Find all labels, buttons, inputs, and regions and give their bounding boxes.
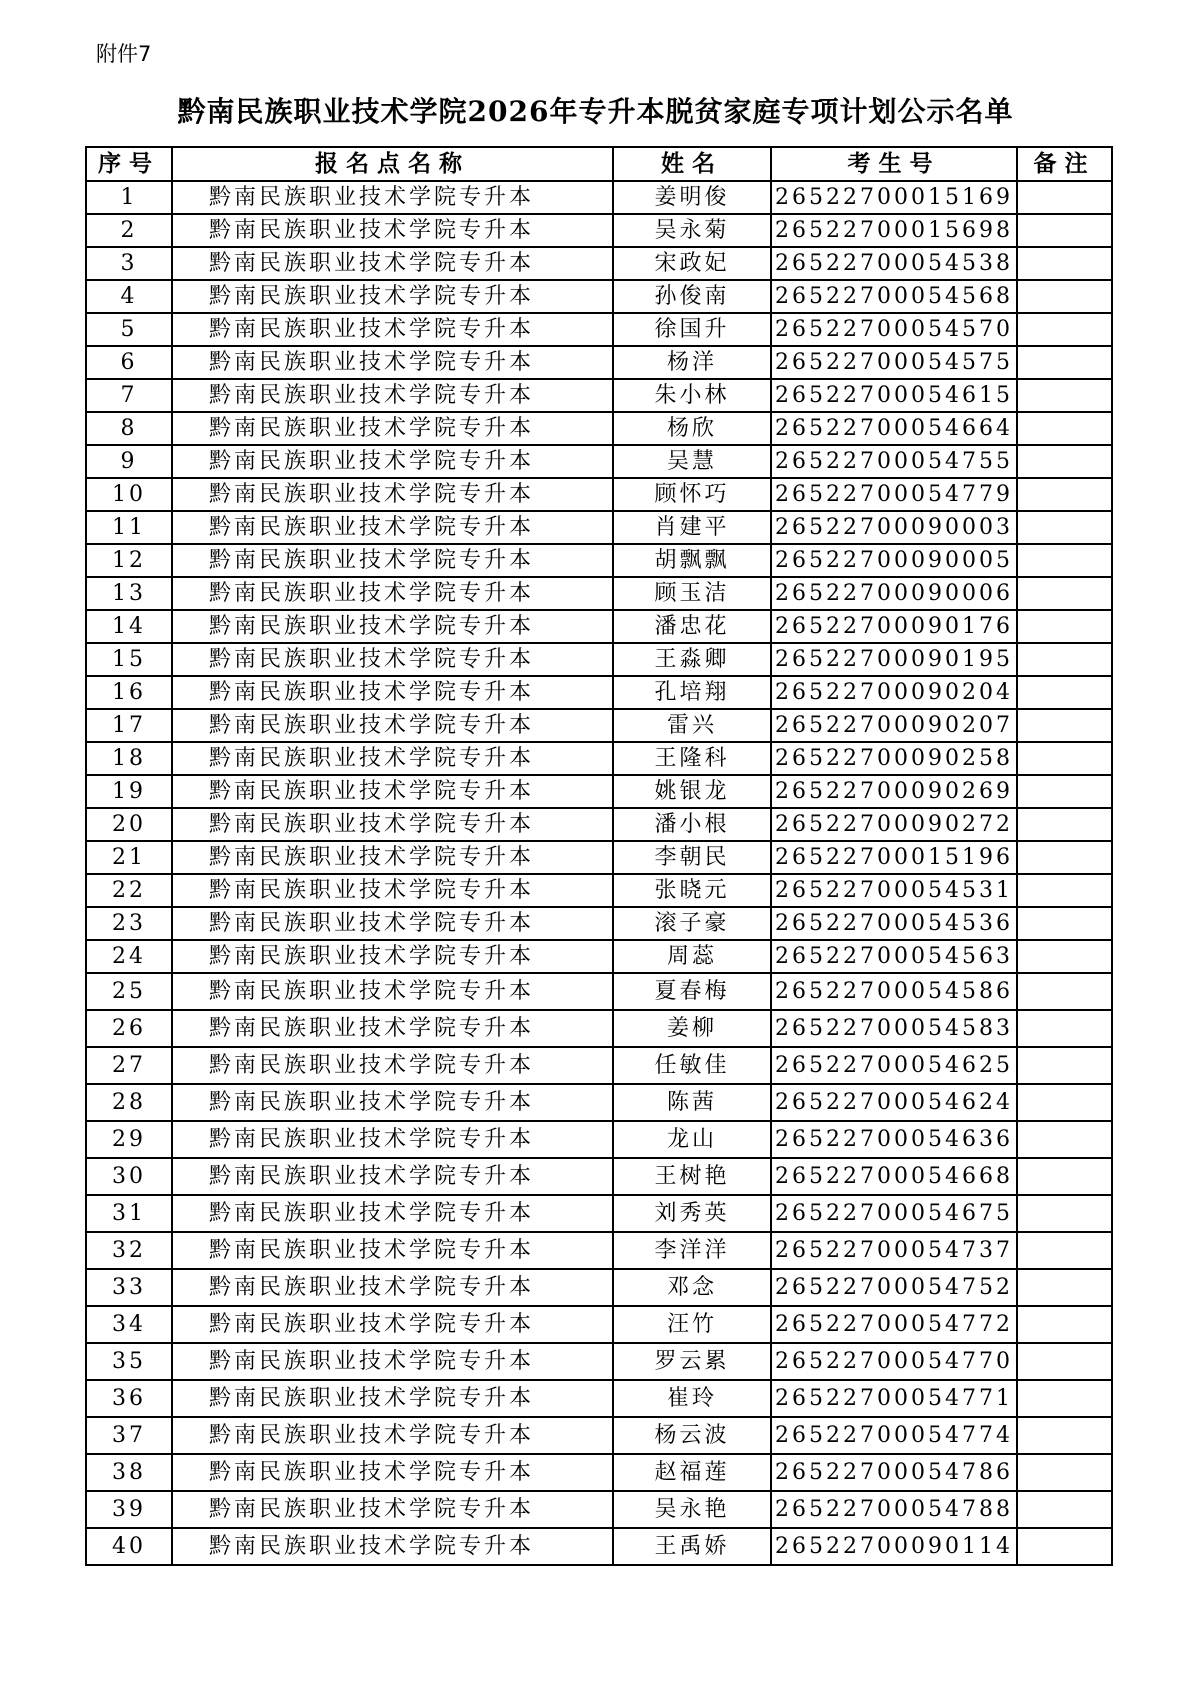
row-remark-cell [1017,1121,1112,1158]
row-seq-cell: 31 [86,1195,172,1232]
table-row [86,445,1112,478]
row-name-cell: 王淼卿 [613,643,771,676]
row-name-cell: 杨洋 [613,346,771,379]
table-row [86,379,1112,412]
row-site-cell: 黔南民族职业技术学院专升本 [172,610,613,643]
table-body [86,181,1112,1565]
row-site-cell: 黔南民族职业技术学院专升本 [172,808,613,841]
row-seq-cell: 27 [86,1047,172,1084]
row-remark-cell [1017,808,1112,841]
row-site-cell: 黔南民族职业技术学院专升本 [172,1380,613,1417]
row-name-cell: 潘小根 [613,808,771,841]
row-remark-cell [1017,940,1112,973]
row-name-cell: 周蕊 [613,940,771,973]
row-site-cell: 黔南民族职业技术学院专升本 [172,1343,613,1380]
row-site-cell: 黔南民族职业技术学院专升本 [172,1528,613,1565]
row-name-cell: 王隆科 [613,742,771,775]
column-header-candidate-id: 考生号 [771,147,1017,181]
table-row [86,1047,1112,1084]
row-remark-cell [1017,280,1112,313]
row-candidate-id-cell: 26522700054675 [771,1195,1017,1232]
row-seq-cell: 36 [86,1380,172,1417]
row-candidate-id-cell: 26522700054583 [771,1010,1017,1047]
row-candidate-id-cell: 26522700090005 [771,544,1017,577]
row-remark-cell [1017,973,1112,1010]
row-remark-cell [1017,907,1112,940]
row-candidate-id-cell: 26522700090006 [771,577,1017,610]
row-name-cell: 顾玉洁 [613,577,771,610]
row-remark-cell [1017,346,1112,379]
row-remark-cell [1017,379,1112,412]
row-name-cell: 姜柳 [613,1010,771,1047]
row-name-cell: 吴永菊 [613,214,771,247]
table-row [86,907,1112,940]
row-site-cell: 黔南民族职业技术学院专升本 [172,1232,613,1269]
row-seq-cell: 5 [86,313,172,346]
row-site-cell: 黔南民族职业技术学院专升本 [172,280,613,313]
table-row [86,742,1112,775]
table-row [86,643,1112,676]
row-name-cell: 徐国升 [613,313,771,346]
row-remark-cell [1017,1491,1112,1528]
row-name-cell: 杨欣 [613,412,771,445]
column-header-site: 报名点名称 [172,147,613,181]
row-candidate-id-cell: 26522700054771 [771,1380,1017,1417]
row-name-cell: 赵福莲 [613,1454,771,1491]
row-site-cell: 黔南民族职业技术学院专升本 [172,940,613,973]
row-remark-cell [1017,544,1112,577]
row-name-cell: 王禹娇 [613,1528,771,1565]
row-name-cell: 王树艳 [613,1158,771,1195]
row-seq-cell: 19 [86,775,172,808]
table-row [86,1269,1112,1306]
row-site-cell: 黔南民族职业技术学院专升本 [172,973,613,1010]
table-row [86,247,1112,280]
row-site-cell: 黔南民族职业技术学院专升本 [172,181,613,214]
row-name-cell: 朱小林 [613,379,771,412]
row-name-cell: 吴永艳 [613,1491,771,1528]
row-site-cell: 黔南民族职业技术学院专升本 [172,907,613,940]
table-header [86,147,1112,181]
column-header-seq: 序号 [86,147,172,181]
roster-table [85,146,1113,1566]
row-site-cell: 黔南民族职业技术学院专升本 [172,511,613,544]
row-remark-cell [1017,181,1112,214]
table-row [86,1343,1112,1380]
row-candidate-id-cell: 26522700090204 [771,676,1017,709]
row-site-cell: 黔南民族职业技术学院专升本 [172,346,613,379]
row-remark-cell [1017,1010,1112,1047]
row-site-cell: 黔南民族职业技术学院专升本 [172,478,613,511]
row-candidate-id-cell: 26522700054615 [771,379,1017,412]
table-row [86,313,1112,346]
row-remark-cell [1017,214,1112,247]
table-row [86,1306,1112,1343]
row-remark-cell [1017,445,1112,478]
row-site-cell: 黔南民族职业技术学院专升本 [172,1417,613,1454]
row-seq-cell: 30 [86,1158,172,1195]
row-candidate-id-cell: 26522700090114 [771,1528,1017,1565]
row-candidate-id-cell: 26522700054568 [771,280,1017,313]
row-site-cell: 黔南民族职业技术学院专升本 [172,1047,613,1084]
table-row [86,412,1112,445]
table-row [86,709,1112,742]
row-name-cell: 李朝民 [613,841,771,874]
row-name-cell: 雷兴 [613,709,771,742]
row-seq-cell: 38 [86,1454,172,1491]
document-title: 黔南民族职业技术学院2026年专升本脱贫家庭专项计划公示名单 [177,95,1014,128]
row-remark-cell [1017,841,1112,874]
row-candidate-id-cell: 26522700015698 [771,214,1017,247]
table-row [86,1121,1112,1158]
row-remark-cell [1017,1306,1112,1343]
row-candidate-id-cell: 26522700090195 [771,643,1017,676]
row-seq-cell: 24 [86,940,172,973]
table-row [86,808,1112,841]
row-name-cell: 吴慧 [613,445,771,478]
row-seq-cell: 33 [86,1269,172,1306]
row-candidate-id-cell: 26522700090258 [771,742,1017,775]
table-row [86,775,1112,808]
row-seq-cell: 11 [86,511,172,544]
row-site-cell: 黔南民族职业技术学院专升本 [172,214,613,247]
row-seq-cell: 23 [86,907,172,940]
table-row [86,1232,1112,1269]
row-name-cell: 夏春梅 [613,973,771,1010]
row-candidate-id-cell: 26522700054779 [771,478,1017,511]
row-site-cell: 黔南民族职业技术学院专升本 [172,412,613,445]
row-site-cell: 黔南民族职业技术学院专升本 [172,1158,613,1195]
row-site-cell: 黔南民族职业技术学院专升本 [172,1195,613,1232]
row-seq-cell: 17 [86,709,172,742]
row-seq-cell: 18 [86,742,172,775]
row-candidate-id-cell: 26522700054531 [771,874,1017,907]
row-site-cell: 黔南民族职业技术学院专升本 [172,1269,613,1306]
table-row [86,577,1112,610]
row-site-cell: 黔南民族职业技术学院专升本 [172,676,613,709]
row-name-cell: 崔玲 [613,1380,771,1417]
row-seq-cell: 10 [86,478,172,511]
row-seq-cell: 7 [86,379,172,412]
row-name-cell: 潘忠花 [613,610,771,643]
table-row [86,280,1112,313]
row-candidate-id-cell: 26522700054752 [771,1269,1017,1306]
row-remark-cell [1017,1047,1112,1084]
row-remark-cell [1017,511,1112,544]
table-row [86,214,1112,247]
row-site-cell: 黔南民族职业技术学院专升本 [172,709,613,742]
row-seq-cell: 29 [86,1121,172,1158]
row-candidate-id-cell: 26522700054788 [771,1491,1017,1528]
row-seq-cell: 39 [86,1491,172,1528]
row-site-cell: 黔南民族职业技术学院专升本 [172,445,613,478]
row-name-cell: 邓念 [613,1269,771,1306]
table-row [86,544,1112,577]
row-remark-cell [1017,313,1112,346]
row-name-cell: 汪竹 [613,1306,771,1343]
table-row [86,1528,1112,1565]
row-candidate-id-cell: 26522700054774 [771,1417,1017,1454]
row-remark-cell [1017,676,1112,709]
row-seq-cell: 32 [86,1232,172,1269]
row-name-cell: 姜明俊 [613,181,771,214]
row-seq-cell: 34 [86,1306,172,1343]
row-candidate-id-cell: 26522700054586 [771,973,1017,1010]
row-candidate-id-cell: 26522700054755 [771,445,1017,478]
row-remark-cell [1017,1343,1112,1380]
row-site-cell: 黔南民族职业技术学院专升本 [172,1454,613,1491]
row-candidate-id-cell: 26522700054636 [771,1121,1017,1158]
row-seq-cell: 16 [86,676,172,709]
row-remark-cell [1017,610,1112,643]
row-remark-cell [1017,1084,1112,1121]
table-row [86,1417,1112,1454]
row-site-cell: 黔南民族职业技术学院专升本 [172,1306,613,1343]
row-site-cell: 黔南民族职业技术学院专升本 [172,313,613,346]
row-seq-cell: 25 [86,973,172,1010]
row-seq-cell: 26 [86,1010,172,1047]
row-remark-cell [1017,247,1112,280]
row-candidate-id-cell: 26522700054772 [771,1306,1017,1343]
row-candidate-id-cell: 26522700054770 [771,1343,1017,1380]
row-site-cell: 黔南民族职业技术学院专升本 [172,643,613,676]
row-candidate-id-cell: 26522700090207 [771,709,1017,742]
row-candidate-id-cell: 26522700054563 [771,940,1017,973]
table-row [86,1195,1112,1232]
row-candidate-id-cell: 26522700015196 [771,841,1017,874]
table-row [86,676,1112,709]
row-candidate-id-cell: 26522700054570 [771,313,1017,346]
table-row [86,1380,1112,1417]
row-site-cell: 黔南民族职业技术学院专升本 [172,841,613,874]
row-name-cell: 滚子豪 [613,907,771,940]
row-site-cell: 黔南民族职业技术学院专升本 [172,247,613,280]
row-remark-cell [1017,1158,1112,1195]
row-seq-cell: 6 [86,346,172,379]
row-seq-cell: 21 [86,841,172,874]
row-site-cell: 黔南民族职业技术学院专升本 [172,577,613,610]
row-name-cell: 肖建平 [613,511,771,544]
row-candidate-id-cell: 26522700090176 [771,610,1017,643]
row-site-cell: 黔南民族职业技术学院专升本 [172,544,613,577]
row-candidate-id-cell: 26522700054624 [771,1084,1017,1121]
table-row [86,1491,1112,1528]
row-name-cell: 龙山 [613,1121,771,1158]
table-row [86,874,1112,907]
row-name-cell: 姚银龙 [613,775,771,808]
row-name-cell: 罗云累 [613,1343,771,1380]
row-remark-cell [1017,1269,1112,1306]
row-site-cell: 黔南民族职业技术学院专升本 [172,775,613,808]
row-site-cell: 黔南民族职业技术学院专升本 [172,379,613,412]
row-candidate-id-cell: 26522700054538 [771,247,1017,280]
row-seq-cell: 15 [86,643,172,676]
row-seq-cell: 20 [86,808,172,841]
row-site-cell: 黔南民族职业技术学院专升本 [172,874,613,907]
attachment-label: 附件7 [96,42,152,66]
row-name-cell: 张晓元 [613,874,771,907]
row-site-cell: 黔南民族职业技术学院专升本 [172,1121,613,1158]
row-site-cell: 黔南民族职业技术学院专升本 [172,1491,613,1528]
row-remark-cell [1017,1528,1112,1565]
table-row [86,1454,1112,1491]
row-seq-cell: 9 [86,445,172,478]
row-remark-cell [1017,1454,1112,1491]
table-row [86,1158,1112,1195]
row-seq-cell: 35 [86,1343,172,1380]
row-remark-cell [1017,1417,1112,1454]
row-seq-cell: 28 [86,1084,172,1121]
row-remark-cell [1017,709,1112,742]
row-candidate-id-cell: 26522700090003 [771,511,1017,544]
row-candidate-id-cell: 26522700090272 [771,808,1017,841]
row-candidate-id-cell: 26522700054625 [771,1047,1017,1084]
table-row [86,610,1112,643]
row-seq-cell: 14 [86,610,172,643]
row-remark-cell [1017,577,1112,610]
row-name-cell: 陈茜 [613,1084,771,1121]
table-row [86,940,1112,973]
row-remark-cell [1017,742,1112,775]
row-remark-cell [1017,478,1112,511]
header-row [86,147,1112,181]
row-seq-cell: 8 [86,412,172,445]
table-row [86,181,1112,214]
table-row [86,841,1112,874]
row-name-cell: 宋政妃 [613,247,771,280]
row-remark-cell [1017,1232,1112,1269]
row-candidate-id-cell: 26522700054575 [771,346,1017,379]
row-remark-cell [1017,643,1112,676]
row-candidate-id-cell: 26522700054668 [771,1158,1017,1195]
row-name-cell: 孔培翔 [613,676,771,709]
row-seq-cell: 3 [86,247,172,280]
table-row [86,1084,1112,1121]
table-row [86,511,1112,544]
table-row [86,1010,1112,1047]
row-site-cell: 黔南民族职业技术学院专升本 [172,1084,613,1121]
table-row [86,346,1112,379]
row-remark-cell [1017,1380,1112,1417]
row-remark-cell [1017,1195,1112,1232]
column-header-name: 姓名 [613,147,771,181]
table-row [86,973,1112,1010]
row-name-cell: 顾怀巧 [613,478,771,511]
row-seq-cell: 4 [86,280,172,313]
row-remark-cell [1017,412,1112,445]
row-candidate-id-cell: 26522700015169 [771,181,1017,214]
row-seq-cell: 37 [86,1417,172,1454]
row-seq-cell: 1 [86,181,172,214]
row-name-cell: 胡飘飘 [613,544,771,577]
row-candidate-id-cell: 26522700054664 [771,412,1017,445]
row-name-cell: 刘秀英 [613,1195,771,1232]
row-name-cell: 李洋洋 [613,1232,771,1269]
row-seq-cell: 12 [86,544,172,577]
row-name-cell: 杨云波 [613,1417,771,1454]
column-header-remark: 备注 [1017,147,1112,181]
table-row [86,478,1112,511]
row-site-cell: 黔南民族职业技术学院专升本 [172,1010,613,1047]
row-name-cell: 任敏佳 [613,1047,771,1084]
row-candidate-id-cell: 26522700054536 [771,907,1017,940]
row-remark-cell [1017,775,1112,808]
row-name-cell: 孙俊南 [613,280,771,313]
row-candidate-id-cell: 26522700054737 [771,1232,1017,1269]
row-seq-cell: 22 [86,874,172,907]
row-candidate-id-cell: 26522700090269 [771,775,1017,808]
row-seq-cell: 13 [86,577,172,610]
row-candidate-id-cell: 26522700054786 [771,1454,1017,1491]
row-seq-cell: 40 [86,1528,172,1565]
row-seq-cell: 2 [86,214,172,247]
row-remark-cell [1017,874,1112,907]
row-site-cell: 黔南民族职业技术学院专升本 [172,742,613,775]
